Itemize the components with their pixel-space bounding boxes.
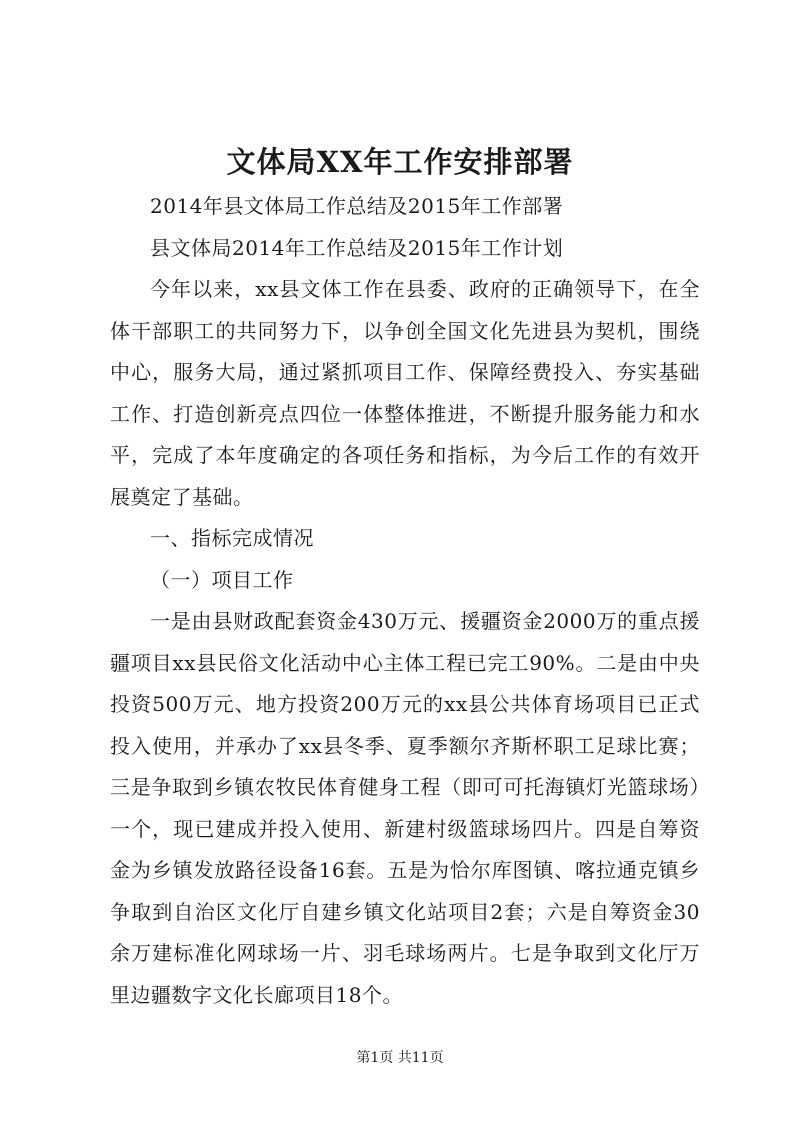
page-footer: 第1页 共11页 [356, 1050, 444, 1066]
paragraph-subtitle-summary: 2014年县文体局工作总结及2015年工作部署 [150, 194, 564, 218]
page-title: 文体局XX年工作安排部署 [226, 145, 574, 179]
paragraph-projects: 一是由县财政配套资金430万元、援疆资金2000万的重点援疆项目xx县民俗文化活动中心主体工程已完工90%。二是由中央投资500万元、地方投资200万元的xx县公共体育场项目已正式投入使用，并承办了xx县冬季、夏季额尔齐斯杯职工足球比赛；三是争取到乡镇农牧民体育健身工程（即可可托海镇灯光篮球场）一个，现已建成并投入使用、新建村级篮球场四片。四是自筹资金为乡镇发放路径设备16套。五是为恰尔库图镇、喀拉通克镇乡争取到自治区文化厅自建乡镇文化站项目2套；六是自筹资金30余万建标准化网球场一片、羽毛球场两片。七是争取到文化厅万里边疆数字文化长廊项目18个。 [110, 609, 700, 1007]
paragraph-intro: 今年以来，xx县文体工作在县委、政府的正确领导下，在全体干部职工的共同努力下，以争创全国文化先进县为契机，围绕中心，服务大局，通过紧抓项目工作、保障经费投入、夯实基础工作、打造创新亮点四位一体整体推进，不断提升服务能力和水平，完成了本年度确定的各项任务和指标，为今后工作的有效开展奠定了基础。 [110, 277, 700, 509]
section-heading: 一、指标完成情况 [150, 526, 314, 550]
subsection-heading: （一）项目工作 [150, 567, 294, 592]
document-body [110, 186, 700, 1016]
paragraph-subtitle-plan: 县文体局2014年工作总结及2015年工作计划 [150, 235, 564, 260]
